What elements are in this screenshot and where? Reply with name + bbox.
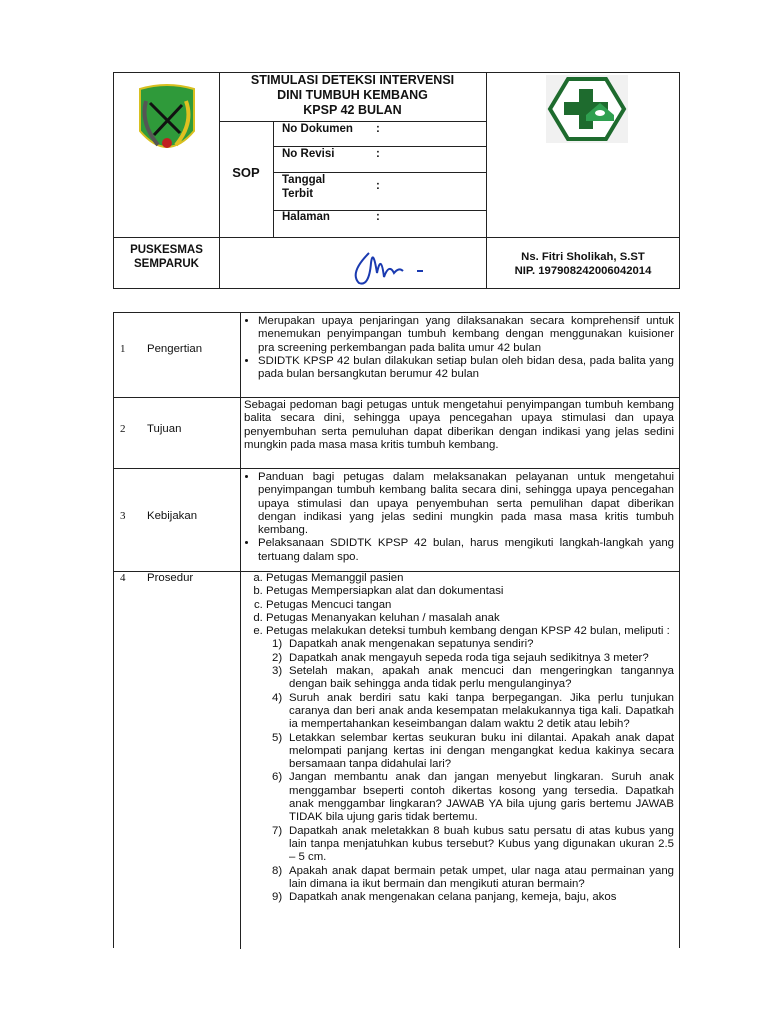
title-line: STIMULASI DETEKSI INTERVENSI bbox=[250, 73, 455, 87]
row-number: 1 bbox=[120, 343, 126, 355]
org-line: PUSKESMAS bbox=[130, 244, 203, 256]
row-number: 3 bbox=[120, 510, 126, 522]
title-line: KPSP 42 BULAN bbox=[303, 103, 402, 117]
question-item: Setelah makan, apakah anak mencuci dan mengeringkan tangannya dengan baik sehingga anda tidak perlu mengulanginya? bbox=[289, 665, 674, 691]
question-item: Apakah anak dapat bermain petak umpet, ular naga atau permainan yang lain dimana ia ikut bermain dan mengikuti aturan bermain? bbox=[289, 864, 674, 890]
kebijakan-content bbox=[244, 471, 674, 564]
question-item: Dapatkah anak meletakkan 8 buah kubus satu persatu di atas kubus yang lain tanpa menjatuhkan kubus tersebut? Kubus yang digunakan ukuran 2.5 – 5 cm. bbox=[289, 824, 674, 864]
question-item: Letakkan selembar kertas seukuran buku ini dilantai. Apakah anak dapat melompati panjang kertas ini dengan mengangkat kedua kakinya secara bersamaan tanpa didahulai lari? bbox=[289, 731, 674, 771]
signature bbox=[339, 243, 449, 289]
signer-name: Ns. Fitri Sholikah, S.ST bbox=[521, 251, 645, 263]
step-item: b. Petugas Mempersiapkan alat dan dokumentasi bbox=[266, 585, 674, 598]
field-sep: : bbox=[376, 180, 380, 192]
question-item: Dapatkah anak mengayuh sepeda roda tiga sejauh sedikitnya 3 meter? bbox=[289, 651, 649, 664]
bullet-item: • Panduan bagi petugas dalam melaksanakan pelayanan untuk mengetahui penyimpangan tumbuh kembang balita secara dini, sehingga upaya pencegahan upaya stimulasi dan upaya penyembuhan serta pemulihan dapat diberikan dengan indikasi yang jelas sedini mungkin pada masa masa kritis tumbuh kembang. bbox=[258, 471, 674, 537]
tujuan-content: Sebagai pedoman bagi petugas untuk mengetahui penyimpangan tumbuh kembang balita secara dini, sehingga upaya pencegahan upaya stimulasi dan upaya penyembuhan serta pemuluhan dapat diberikan dengan indikasi yang jelas sedini mungkin pada masa masa kritis tumbuh kembang. bbox=[244, 399, 674, 451]
row-number: 2 bbox=[120, 423, 126, 435]
field-sep: : bbox=[376, 211, 380, 223]
field-label-tanggal-terbit: Tanggal Terbit bbox=[282, 174, 326, 200]
pengertian-content bbox=[244, 315, 674, 381]
step-item: c. Petugas Mencuci tangan bbox=[266, 599, 674, 612]
question-item: Suruh anak berdiri satu kaki tanpa berpegangan. Jika perlu tunjukan caranya dan beri anak anda kesempatan melakukannya tiga kali. Dapatkah ia mempertahankan keseimbangan dalam waktu 2 detik atau lebih? bbox=[289, 691, 674, 731]
row-label-pengertian: Pengertian bbox=[147, 343, 203, 355]
question-item: Dapatkah anak mengenakan sepatunya sendiri? bbox=[289, 638, 534, 651]
row-label-tujuan: Tujuan bbox=[147, 423, 182, 435]
step-item: a. Petugas Memanggil pasien bbox=[266, 572, 674, 585]
sop-header-table bbox=[113, 72, 680, 289]
puskesmas-logo bbox=[546, 75, 628, 143]
row-label-prosedur: Prosedur bbox=[147, 572, 194, 584]
field-label-no-dokumen: No Dokumen bbox=[282, 123, 353, 135]
bullet-item: • Pelaksanaan SDIDTK KPSP 42 bulan, harus mengikuti langkah-langkah yang tertuang dalam spo. bbox=[258, 537, 674, 564]
row-label-kebijakan: Kebijakan bbox=[147, 510, 198, 522]
field-sep: : bbox=[376, 148, 380, 160]
sop-content-table bbox=[113, 312, 680, 948]
prosedur-content bbox=[244, 572, 674, 904]
org-line: SEMPARUK bbox=[134, 258, 199, 270]
step-item: Petugas melakukan deteksi tumbuh kembang dengan KPSP 42 bulan, meliputi : bbox=[266, 625, 670, 638]
bullet-item: • SDIDTK KPSP 42 bulan dilakukan setiap bulan oleh bidan desa, pada balita yang pada bulan bersangkutan berumur 42 bulan bbox=[258, 355, 674, 382]
field-label-halaman: Halaman bbox=[282, 211, 330, 223]
question-item: Dapatkah anak mengenakan celana panjang, kemeja, baju, akos bbox=[289, 891, 617, 904]
title-line: DINI TUMBUH KEMBANG bbox=[277, 88, 428, 102]
document-title bbox=[219, 73, 486, 118]
question-item: Jangan membantu anak dan jangan menyebut lingkaran. Suruh anak menggambar bseperti contoh dikertas kosong yang tersedia. Dapatkah anak menggambar lingkaran? JAWAB YA bila ujung garis bertemu JAWAB TIDAK bila ujung garis tidak bertemu. bbox=[289, 771, 674, 824]
field-sep: : bbox=[376, 123, 380, 135]
sop-label: SOP bbox=[232, 165, 260, 180]
regency-emblem-logo bbox=[136, 83, 198, 161]
bullet-item: • Merupakan upaya penjaringan yang dilaksanakan secara komprehensif untuk menemukan penyimpangan tumbuh kembang dengan menggunakan kuisioner pra screening perkembangan pada balita umur 42 bulan bbox=[258, 315, 674, 355]
field-label-no-revisi: No Revisi bbox=[282, 148, 335, 160]
row-number: 4 bbox=[120, 572, 126, 584]
step-item: d. Petugas Menanyakan keluhan / masalah anak bbox=[266, 612, 674, 625]
organization-name bbox=[114, 243, 219, 271]
signer-nip: NIP. 197908242006042014 bbox=[514, 265, 652, 277]
signer-block bbox=[487, 250, 679, 278]
